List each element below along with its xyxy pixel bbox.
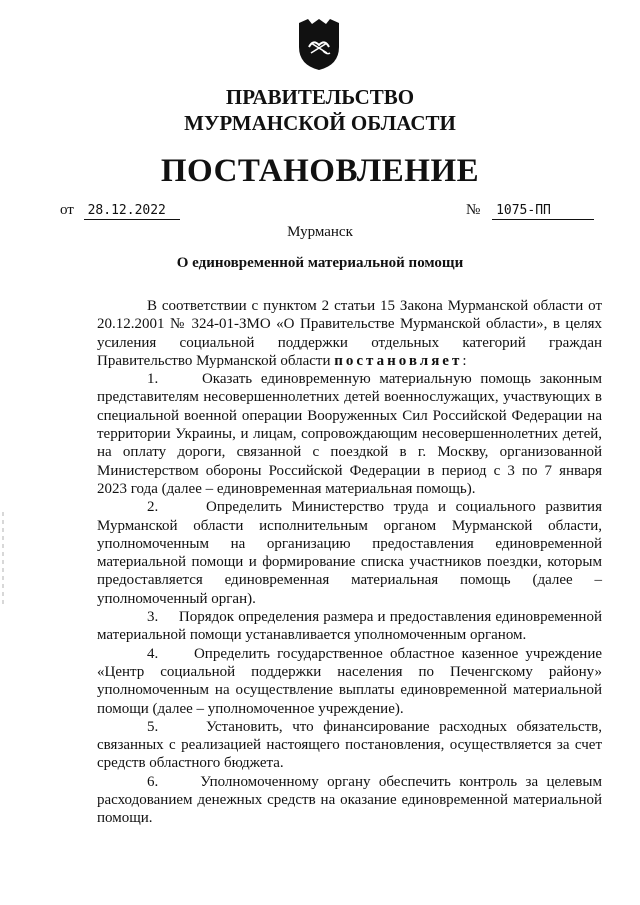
document-subject: О единовременной материальной помощи [176, 255, 464, 271]
clause-4: 4. Определить государственное областное казенное учреждение «Центр социальной поддержки населения по Печенгскому району» уполномоченным на осуществление выплаты единовременной материальной помощи (далее – уполномоченное учреждение). [97, 645, 602, 717]
murmansk-coat-of-arms-icon [297, 17, 341, 71]
clause-1: 1. Оказать единовременную материальную помощь законным представителям несовершеннолетних детей военнослужащих, участвующих в специальной военной операции Вооруженных Сил Российской Федерации на территории Украины, и лицам, сопровождающим несовершеннолетних детей, на оплату дороги, связанной с поездкой в г. Москву, организованной Министерством обороны Российской Федерации в период с 3 по 7 января 2023 года (далее – единовременная материальная помощь). [97, 371, 602, 497]
number-value: 1075-ПП [492, 203, 594, 220]
government-title [0, 84, 640, 136]
date-prefix: от [60, 202, 74, 218]
clause-5: 5. Установить, что финансирование расходных обязательств, связанных с реализацией настоящего постановления, осуществляется за счет средств областного бюджета. [97, 718, 602, 772]
document-date [60, 201, 180, 220]
intro-tail: : [462, 352, 467, 369]
intro-action-word: постановляет [334, 352, 463, 369]
document-type-title: ПОСТАНОВЛЕНИЕ [160, 153, 480, 189]
intro-paragraph [97, 297, 602, 370]
clause-3: 3. Порядок определения размера и предоставления единовременной материальной помощи устанавливается уполномоченным органом. [97, 609, 602, 644]
government-title-line1: ПРАВИТЕЛЬСТВО [225, 85, 415, 109]
clause-2: 2. Определить Министерство труда и социального развития Мурманской области исполнительным органом Мурманской области, уполномоченным на организацию предоставления единовременной материальной помощи и формирование списка участников поездки, которым предоставляется единовременная материальная помощь (далее – уполномоченный орган). [97, 499, 602, 607]
clause-6: 6. Уполномоченному органу обеспечить контроль за целевым расходованием денежных средств на оказание единовременной материальной помощи. [97, 773, 602, 827]
date-value: 28.12.2022 [84, 203, 180, 220]
document-number [466, 201, 594, 220]
intro-text: В соответствии с пунктом 2 статьи 15 Закона Мурманской области от 20.12.2001 № 324-01-ЗМО «О Правительстве Мурманской области», в целях усиления социальной поддержки отдельных категорий граждан Правительство Мурманской области [97, 298, 602, 369]
government-title-line2: МУРМАНСКОЙ ОБЛАСТИ [184, 111, 456, 135]
scan-margin-mark [2, 512, 4, 607]
city-name: Мурманск [287, 224, 353, 240]
number-prefix: № [466, 202, 481, 218]
document-body [97, 297, 602, 828]
